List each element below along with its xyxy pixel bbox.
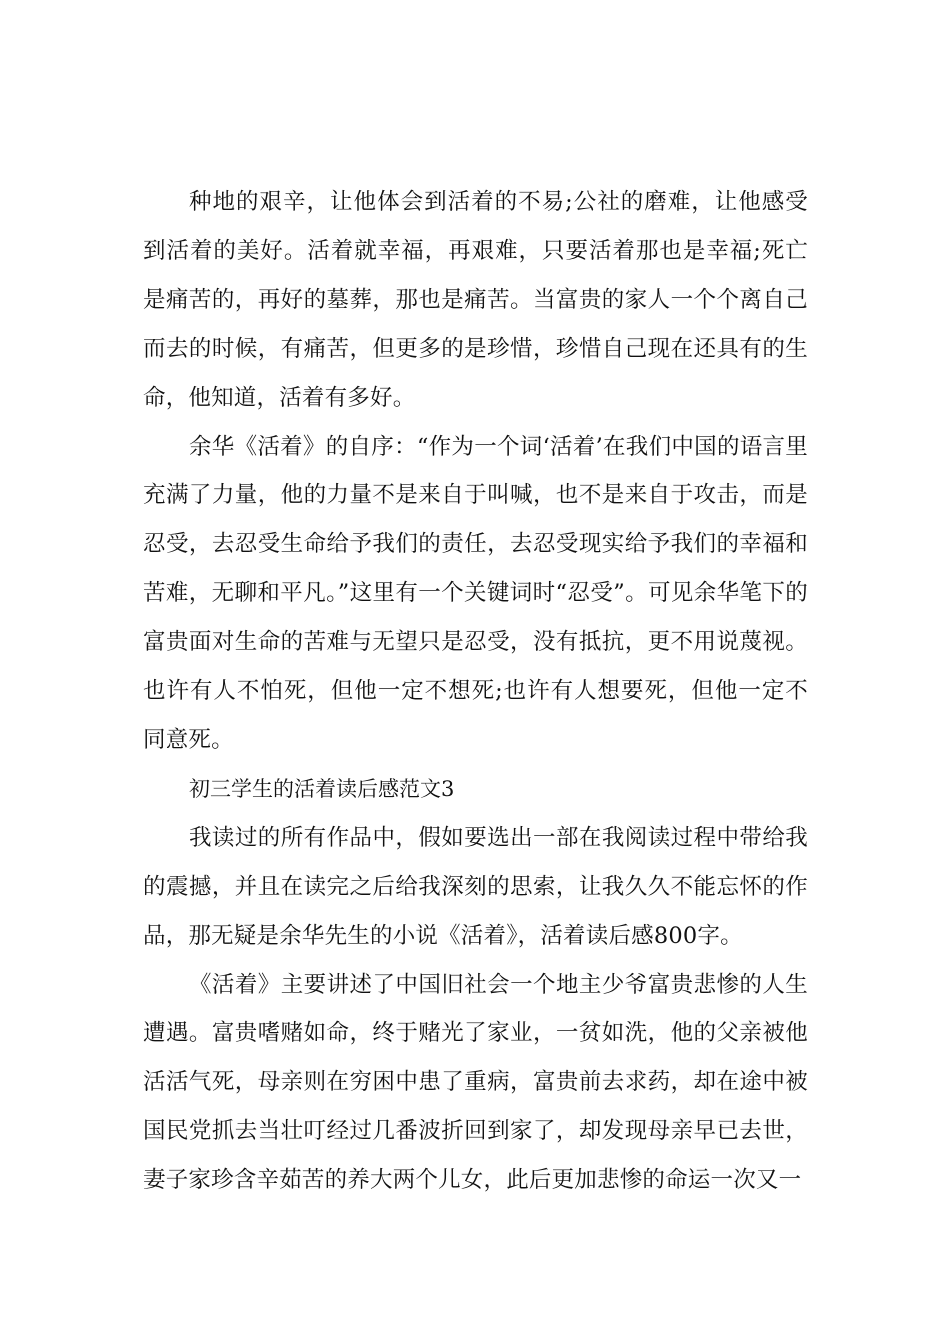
paragraph-2: 余华《活着》的自序：“作为一个词‘活着’在我们中国的语言里充满了力量，他的力量不是来自于叫喊，也不是来自于攻击，而是忍受，去忍受生命给予我们的责任，去忍受现实给予我们的幸福和苦难，无聊和平凡。”这里有一个关键词时“忍受”。可见余华笔下的富贵面对生命的苦难与无望只是忍受，没有抵抗，更不用说蔑视。也许有人不怕死，但他一定不想死;也许有人想要死，但他一定不同意死。 — [143, 433, 808, 753]
document-page — [143, 178, 808, 1205]
paragraph-1: 种地的艰辛，让他体会到活着的不易;公社的磨难，让他感受到活着的美好。活着就幸福，再艰难，只要活着那也是幸福;死亡是痛苦的，再好的墓葬，那也是痛苦。当富贵的家人一个个离自己而去的时候，有痛苦，但更多的是珍惜，珍惜自己现在还具有的生命，他知道，活着有多好。 — [143, 189, 808, 411]
paragraph-3: 我读过的所有作品中，假如要选出一部在我阅读过程中带给我的震撼，并且在读完之后给我深刻的思索，让我久久不能忘怀的作品，那无疑是余华先生的小说《活着》，活着读后感800字。 — [143, 824, 808, 949]
section-heading: 初三学生的活着读后感范文3 — [189, 776, 455, 801]
paragraph-4: 《活着》主要讲述了中国旧社会一个地主少爷富贵悲惨的人生遭遇。富贵嗜赌如命，终于赌光了家业，一贫如洗，他的父亲被他活活气死，母亲则在穷困中患了重病，富贵前去求药，却在途中被国民党抓去当壮叮经过几番波折回到家了，却发现母亲早已去世，妻子家珍含辛茹苦的养大两个儿女，此后更加悲惨的命运一次又一 — [143, 971, 808, 1194]
